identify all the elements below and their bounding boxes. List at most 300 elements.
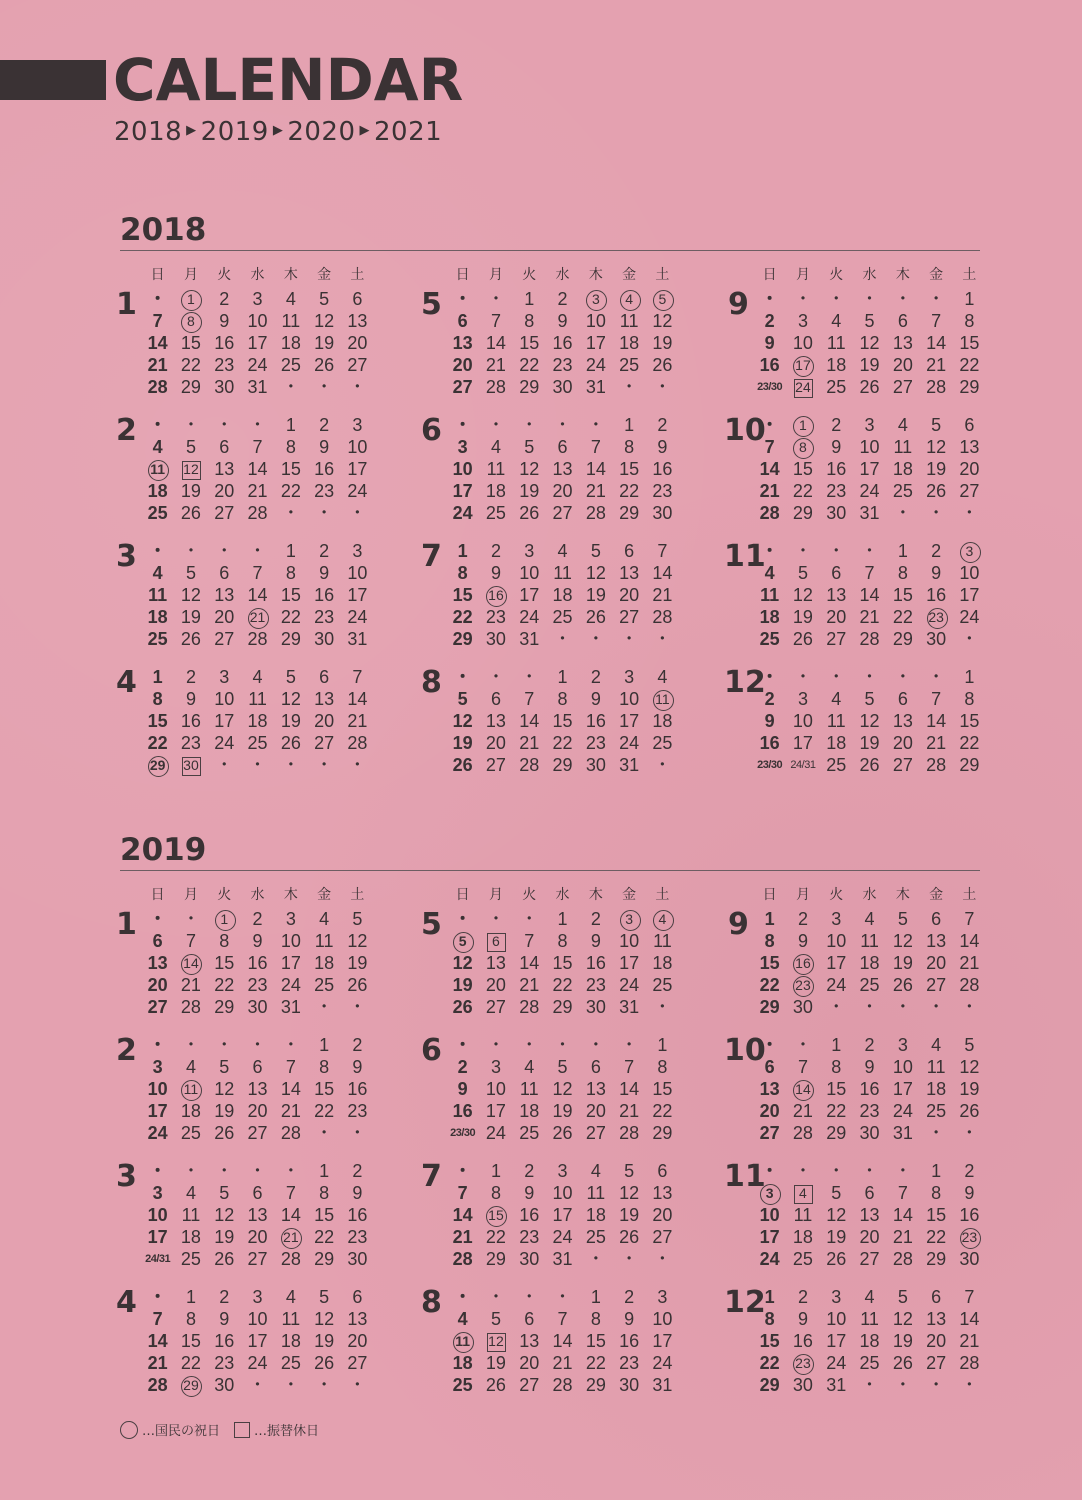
week-row [753,710,986,732]
weekday-label: 日 [455,887,470,903]
day-cell: 15 [759,953,780,973]
day-cell: 9 [764,333,775,353]
day-cell: 30 [859,1123,880,1143]
month-number: 5 [421,907,442,942]
day-cell: 13 [485,953,506,973]
day-cell: 13 [926,931,947,951]
week-row [753,606,986,628]
day-cell: 5 [831,1183,842,1203]
day-cell: ・ [486,1287,505,1307]
day-cell: 9 [590,931,601,951]
week-row [753,1034,986,1056]
day-cell: ・ [486,289,505,309]
day-cell: 15 [552,953,573,973]
day-cell: 1 [931,1161,942,1181]
month-number: 6 [421,413,442,448]
month-number: 1 [116,287,137,322]
day-cell: ・ [793,289,812,309]
month-number: 7 [421,1159,442,1194]
week-row [753,1226,986,1248]
day-cell: 9 [490,563,501,583]
day-cell: 21 [485,355,506,375]
day-cell: 13 [247,1079,268,1099]
day-cell: 12 [926,437,947,457]
day-cell: 29 [759,997,780,1017]
day-cell: 26 [180,629,201,649]
day-cell: 15 [147,711,168,731]
day-cell: 26 [826,1249,847,1269]
day-cell: 9 [352,1183,363,1203]
day-cell: 24 [786,376,819,398]
day-cell: 26 [619,1227,640,1247]
day-cell: ・ [760,289,779,309]
day-cell: 5 [490,1309,501,1329]
legend-substitute-label: …振替休日 [254,1424,320,1439]
day-cell: 6 [252,1057,263,1077]
weekday-label: 火 [829,267,844,283]
weekday-label: 月 [183,267,198,283]
day-cell: 14 [652,563,673,583]
day-cell: 26 [485,1375,506,1395]
day-cell: 11 [248,689,267,709]
week-row [446,458,679,480]
weekday-label: 木 [588,267,603,283]
weekday-label: 火 [829,887,844,903]
day-cell: 28 [959,1353,980,1373]
day-cell: 22 [280,481,301,501]
day-cell: 29 [174,1374,207,1396]
day-cell: 26 [859,377,880,397]
day-cell: 19 [280,711,301,731]
day-cell: ・ [620,1035,639,1055]
month-block [724,1264,982,1395]
day-cell: 2 [864,1035,875,1055]
day-cell: 8 [624,437,635,457]
day-cell: 8 [185,1309,196,1329]
day-cell: 11 [893,437,913,457]
day-cell: 29 [314,1249,335,1269]
week-row [753,584,986,606]
day-cell: ・ [893,503,912,523]
day-cell: 1 [285,541,296,561]
day-cell: 17 [485,1101,506,1121]
day-cell: 29 [892,629,913,649]
day-cell: 16 [314,585,335,605]
day-cell: ・ [281,377,300,397]
day-cell: ・ [893,667,912,687]
day-cell: 20 [959,459,980,479]
day-cell: 2 [797,909,808,929]
day-cell: 14 [247,459,268,479]
day-cell: 9 [219,1309,230,1329]
day-cell: 15 [180,333,201,353]
day-cell: 26 [347,975,368,995]
day-cell: 16 [619,1331,640,1351]
day-cell: 21 [585,481,606,501]
day-cell: 2 [624,1287,635,1307]
day-cell: 10 [247,311,268,331]
day-cell: 4 [557,541,568,561]
day-cell: 31 [552,1249,573,1269]
day-cell: 16 [247,953,268,973]
day-cell: ・ [181,541,200,561]
day-cell: 21 [519,975,540,995]
day-cell: 24 [759,1249,780,1269]
day-cell: ・ [348,503,367,523]
substitute-square-icon [234,1422,250,1438]
day-cell: 22 [652,1101,673,1121]
day-cell: 23 [652,481,673,501]
day-cell: 23/30 [757,381,783,393]
day-cell: 17 [619,953,640,973]
day-cell: 6 [352,289,363,309]
day-cell: 22 [926,1227,947,1247]
week-row [446,1160,679,1182]
weekday-header [753,264,986,286]
day-cell: 20 [519,1353,540,1373]
day-cell: 3 [524,541,535,561]
day-cell: 19 [485,1353,506,1373]
day-cell: 23/30 [757,759,783,771]
day-cell: 18 [859,1331,880,1351]
day-cell: 14 [859,585,880,605]
day-cell: 2 [319,415,330,435]
day-cell: 3 [557,1161,568,1181]
day-cell: 24 [959,607,980,627]
year-divider [120,250,980,251]
day-cell: 1 [524,289,535,309]
day-cell: 30 [585,997,606,1017]
weekday-label: 水 [862,887,877,903]
day-cell: 8 [319,1183,330,1203]
day-cell: ・ [148,1035,167,1055]
day-cell: 16 [792,1331,813,1351]
day-cell: 24 [826,975,847,995]
day-cell: 18 [280,333,301,353]
day-cell: 12 [959,1057,980,1077]
weekday-label: 金 [317,887,332,903]
day-cell: 15 [280,585,301,605]
weekday-label: 水 [555,887,570,903]
day-cell: 12 [314,311,335,331]
day-cell: 23/30 [450,1127,476,1139]
day-cell: 18 [619,333,640,353]
day-cell: 3 [352,415,363,435]
day-cell: 23 [347,1101,368,1121]
week-row [446,1308,679,1330]
day-cell: 17 [347,459,368,479]
day-cell: 24 [247,1353,268,1373]
day-cell: 8 [764,931,775,951]
day-cell: 8 [786,436,819,458]
day-cell: 12 [479,1330,512,1352]
week-row [141,436,374,458]
day-cell: ・ [586,1249,605,1269]
year-range-item: 2019 [200,117,269,147]
day-cell: 10 [792,333,813,353]
week-row [753,952,986,974]
day-cell: ・ [793,1035,812,1055]
day-cell: 27 [347,355,368,375]
day-cell: 2 [219,289,230,309]
day-cell: 5 [446,930,479,952]
day-cell: ・ [315,377,334,397]
day-cell: 25 [452,1375,473,1395]
day-cell: 23 [180,733,201,753]
month-block [728,886,982,1017]
week-row [753,1330,986,1352]
weekday-label: 木 [588,887,603,903]
day-cell: 29 [959,377,980,397]
day-cell: 28 [519,755,540,775]
day-cell: 2 [657,415,668,435]
day-cell: 3 [457,437,468,457]
day-cell: 30 [214,1375,235,1395]
day-cell: 1 [897,541,908,561]
day-cell: 12 [892,1309,913,1329]
day-cell: 22 [314,1227,335,1247]
year-range [114,114,442,151]
day-cell: 15 [314,1205,335,1225]
day-cell: ・ [315,755,334,775]
day-cell: 26 [214,1123,235,1143]
day-cell: ・ [453,1161,472,1181]
month-number: 2 [116,1033,137,1068]
day-cell: 8 [897,563,908,583]
day-cell: 11 [653,931,672,951]
week-row [141,688,374,710]
weekday-label: 月 [488,887,503,903]
day-cell: 17 [892,1079,913,1099]
day-cell: 13 [926,1309,947,1329]
day-cell: 28 [926,377,947,397]
day-cell: 4 [831,689,842,709]
month-block [116,1012,370,1143]
day-cell: 23 [314,481,335,501]
day-cell: 19 [180,481,201,501]
day-cell: 13 [452,333,473,353]
weekday-label: 日 [762,887,777,903]
week-row [141,1160,374,1182]
day-cell: 1 [764,909,775,929]
day-cell: ・ [653,755,672,775]
day-cell: 7 [152,1309,163,1329]
day-cell: ・ [827,997,846,1017]
day-cell: 24 [347,481,368,501]
weekday-label: 火 [217,267,232,283]
day-cell: 29 [759,1375,780,1395]
day-cell: 27 [859,1249,880,1269]
day-cell: 5 [864,689,875,709]
day-cell: 20 [926,1331,947,1351]
day-cell: 7 [285,1183,296,1203]
day-cell: 1 [174,288,207,310]
day-cell: 29 [552,997,573,1017]
day-cell: 13 [619,563,640,583]
day-cell: 28 [859,629,880,649]
week-row [753,480,986,502]
day-cell: ・ [248,1035,267,1055]
day-cell: 25 [652,733,673,753]
day-cell: 9 [319,437,330,457]
day-cell: 31 [247,377,268,397]
day-cell: ・ [760,415,779,435]
weekday-label: 金 [317,267,332,283]
day-cell: 25 [619,355,640,375]
weekday-label: 金 [929,267,944,283]
weekday-label: 土 [962,887,977,903]
day-cell: 8 [557,689,568,709]
weekday-label: 月 [183,887,198,903]
day-cell: 23 [214,355,235,375]
day-cell: 26 [452,755,473,775]
day-cell: 5 [590,541,601,561]
day-cell: ・ [453,1035,472,1055]
day-cell: 5 [319,1287,330,1307]
day-cell: 19 [347,953,368,973]
day-cell: 7 [964,1287,975,1307]
month-number: 7 [421,539,442,574]
day-cell: ・ [486,1035,505,1055]
day-cell: 13 [314,689,335,709]
day-cell: ・ [148,289,167,309]
day-cell: 17 [619,711,640,731]
day-cell: ・ [248,1375,267,1395]
day-cell: 27 [652,1227,673,1247]
month-number: 10 [724,1033,766,1068]
day-cell: 21 [759,481,780,501]
day-cell: 21 [519,733,540,753]
day-cell: 4 [252,667,263,687]
day-cell: 5 [557,1057,568,1077]
day-cell: 6 [557,437,568,457]
day-cell: 10 [214,689,235,709]
day-cell: 11 [586,1183,606,1203]
day-cell: 12 [826,1205,847,1225]
week-row [446,1226,679,1248]
day-cell: 22 [214,975,235,995]
day-cell: 3 [797,311,808,331]
weekday-label: 土 [962,267,977,283]
day-cell: 30 [959,1249,980,1269]
day-cell: 21 [452,1227,473,1247]
weekday-label: 月 [795,887,810,903]
day-cell: 20 [585,1101,606,1121]
weekday-label: 木 [283,887,298,903]
day-cell: 11 [281,311,301,331]
day-cell: ・ [215,755,234,775]
day-cell: 6 [831,563,842,583]
week-row [141,414,374,436]
day-cell: ・ [760,667,779,687]
day-cell: 29 [652,1123,673,1143]
day-cell: 8 [831,1057,842,1077]
day-cell: 14 [174,952,207,974]
day-cell: 23 [214,1353,235,1373]
day-cell: 16 [347,1205,368,1225]
day-cell: 13 [214,459,235,479]
week-row [753,930,986,952]
week-row [753,1374,986,1396]
day-cell: 11 [314,931,334,951]
day-cell: ・ [215,1161,234,1181]
day-cell: 1 [557,667,568,687]
week-row [141,1374,374,1396]
day-cell: 2 [764,689,775,709]
day-cell: 12 [859,711,880,731]
day-cell: 5 [185,563,196,583]
day-cell: 15 [619,459,640,479]
day-cell: 12 [180,585,201,605]
day-cell: 20 [926,953,947,973]
day-cell: 10 [452,459,473,479]
day-cell: 27 [585,1123,606,1143]
day-cell: 31 [280,997,301,1017]
day-cell: ・ [653,1249,672,1269]
day-cell: ・ [520,667,539,687]
day-cell: 27 [147,997,168,1017]
weekday-label: 水 [862,267,877,283]
day-cell: 28 [926,755,947,775]
month-block [116,644,370,775]
day-cell: ・ [520,909,539,929]
day-cell: 2 [457,1057,468,1077]
day-cell: 15 [180,1331,201,1351]
year-range-item: 2021 [374,117,443,147]
day-cell: 25 [552,607,573,627]
day-cell: 8 [174,310,207,332]
day-cell: 14 [786,1078,819,1100]
day-cell: 14 [892,1205,913,1225]
day-cell: ・ [181,1035,200,1055]
day-cell: 31 [652,1375,673,1395]
day-cell: 2 [590,667,601,687]
holiday-circle-icon [120,1421,138,1439]
day-cell: ・ [453,1287,472,1307]
day-cell: 1 [964,289,975,309]
day-cell: 4 [152,563,163,583]
day-cell: 15 [892,585,913,605]
month-number: 1 [116,907,137,942]
day-cell: 14 [959,931,980,951]
day-cell: 24 [619,733,640,753]
day-cell: 12 [892,931,913,951]
day-cell: ・ [486,667,505,687]
week-row [141,562,374,584]
day-cell: 26 [552,1123,573,1143]
day-cell: 17 [786,354,819,376]
day-cell: 24 [452,503,473,523]
day-cell: 19 [926,459,947,479]
day-cell: 8 [557,931,568,951]
day-cell: 9 [831,437,842,457]
day-cell: 3 [831,1287,842,1307]
day-cell: 21 [147,1353,168,1373]
day-cell: ・ [653,377,672,397]
month-number: 11 [724,1159,766,1194]
day-cell: ・ [960,503,979,523]
day-cell: 14 [959,1309,980,1329]
day-cell: 21 [652,585,673,605]
day-cell: 17 [652,1331,673,1351]
day-cell: 4 [457,1309,468,1329]
day-cell: 16 [759,355,780,375]
day-cell: 3 [831,909,842,929]
day-cell: 29 [180,377,201,397]
day-cell: 2 [352,1161,363,1181]
day-cell: 14 [759,459,780,479]
week-row [753,1308,986,1330]
